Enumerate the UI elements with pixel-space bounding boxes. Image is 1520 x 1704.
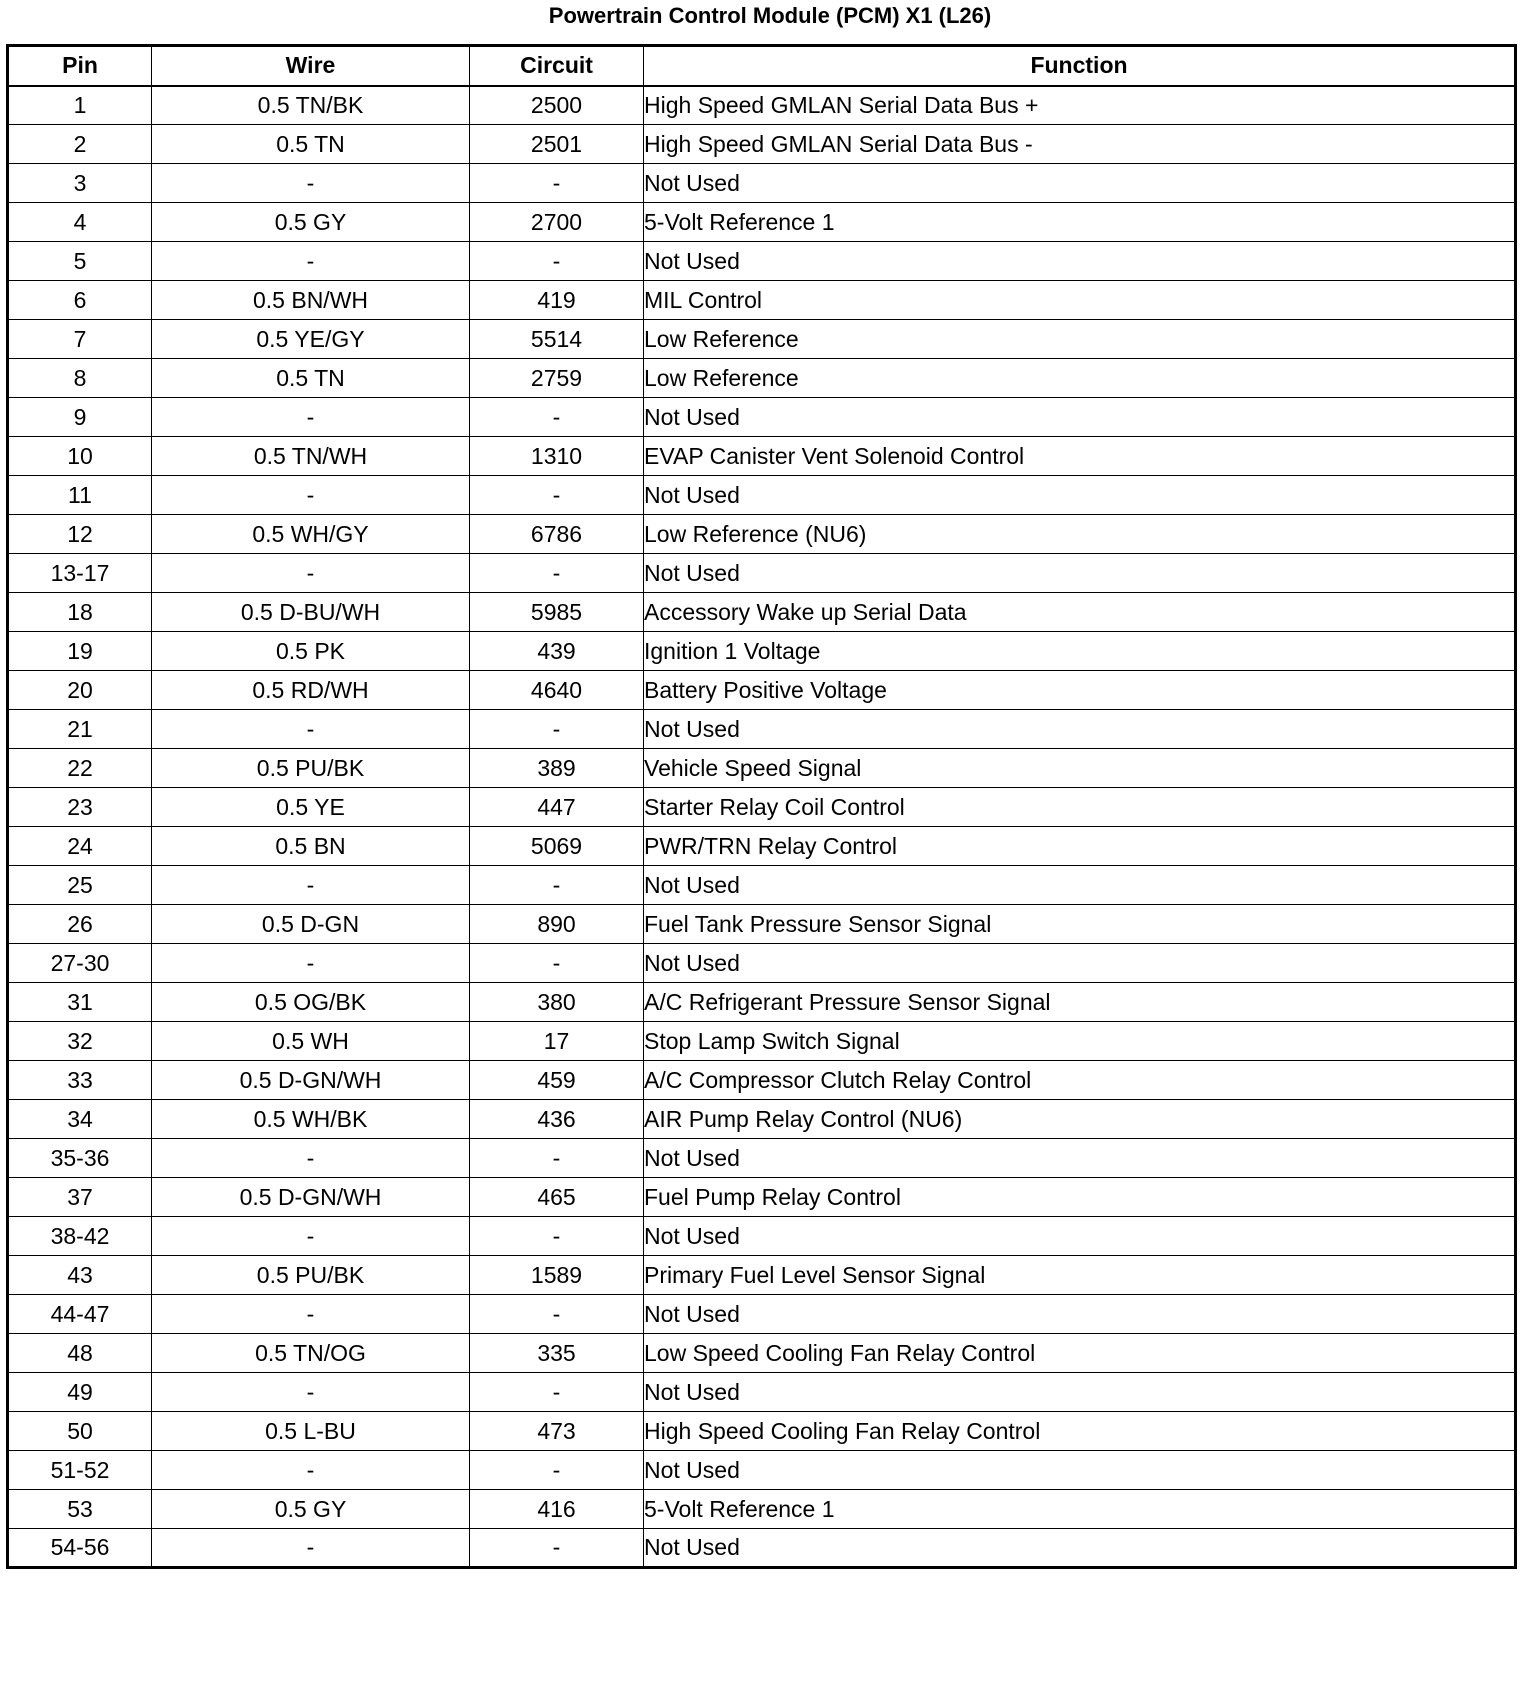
function-cell: Battery Positive Voltage — [644, 671, 1516, 710]
pin-cell: 48 — [8, 1334, 152, 1373]
circuit-cell: 1589 — [470, 1256, 644, 1295]
pin-cell: 35-36 — [8, 1139, 152, 1178]
table-row — [8, 125, 1516, 164]
wire-cell: - — [152, 554, 470, 593]
function-cell: A/C Refrigerant Pressure Sensor Signal — [644, 983, 1516, 1022]
wire-cell: 0.5 BN — [152, 827, 470, 866]
table-row — [8, 1217, 1516, 1256]
table-row — [8, 398, 1516, 437]
pin-cell: 8 — [8, 359, 152, 398]
wire-cell: 0.5 TN/OG — [152, 1334, 470, 1373]
function-cell: Not Used — [644, 710, 1516, 749]
function-cell: Low Reference — [644, 320, 1516, 359]
wire-cell: - — [152, 1217, 470, 1256]
circuit-cell: 436 — [470, 1100, 644, 1139]
function-cell: Not Used — [644, 164, 1516, 203]
circuit-cell: - — [470, 398, 644, 437]
circuit-cell: 416 — [470, 1490, 644, 1529]
table-row — [8, 1490, 1516, 1529]
pin-cell: 31 — [8, 983, 152, 1022]
table-row — [8, 1022, 1516, 1061]
circuit-cell: - — [470, 476, 644, 515]
table-header — [8, 46, 1516, 86]
table-row — [8, 476, 1516, 515]
table-row — [8, 1061, 1516, 1100]
function-cell: Low Reference (NU6) — [644, 515, 1516, 554]
header-wire: Wire — [152, 46, 470, 86]
function-cell: High Speed GMLAN Serial Data Bus - — [644, 125, 1516, 164]
table-row — [8, 593, 1516, 632]
circuit-cell: - — [470, 1217, 644, 1256]
pin-cell: 49 — [8, 1373, 152, 1412]
pin-cell: 32 — [8, 1022, 152, 1061]
wire-cell: 0.5 PK — [152, 632, 470, 671]
wire-cell: 0.5 TN — [152, 359, 470, 398]
table-row — [8, 1451, 1516, 1490]
function-cell: 5-Volt Reference 1 — [644, 203, 1516, 242]
circuit-cell: - — [470, 164, 644, 203]
function-cell: Not Used — [644, 866, 1516, 905]
wire-cell: 0.5 D-GN — [152, 905, 470, 944]
table-row — [8, 632, 1516, 671]
table-row — [8, 86, 1516, 125]
pin-cell: 3 — [8, 164, 152, 203]
wire-cell: 0.5 BN/WH — [152, 281, 470, 320]
wire-cell: 0.5 D-BU/WH — [152, 593, 470, 632]
pin-cell: 24 — [8, 827, 152, 866]
wire-cell: 0.5 L-BU — [152, 1412, 470, 1451]
pinout-table — [6, 44, 1517, 1569]
wire-cell: 0.5 D-GN/WH — [152, 1061, 470, 1100]
function-cell: High Speed Cooling Fan Relay Control — [644, 1412, 1516, 1451]
function-cell: Fuel Tank Pressure Sensor Signal — [644, 905, 1516, 944]
function-cell: MIL Control — [644, 281, 1516, 320]
wire-cell: 0.5 RD/WH — [152, 671, 470, 710]
table-row — [8, 710, 1516, 749]
circuit-cell: 2759 — [470, 359, 644, 398]
circuit-cell: 17 — [470, 1022, 644, 1061]
table-row — [8, 788, 1516, 827]
pin-cell: 2 — [8, 125, 152, 164]
table-row — [8, 1100, 1516, 1139]
function-cell: Not Used — [644, 1295, 1516, 1334]
wire-cell: - — [152, 1295, 470, 1334]
function-cell: Low Reference — [644, 359, 1516, 398]
wire-cell: - — [152, 1529, 470, 1568]
wire-cell: - — [152, 398, 470, 437]
function-cell: EVAP Canister Vent Solenoid Control — [644, 437, 1516, 476]
function-cell: Not Used — [644, 554, 1516, 593]
function-cell: AIR Pump Relay Control (NU6) — [644, 1100, 1516, 1139]
wire-cell: - — [152, 1451, 470, 1490]
table-row — [8, 1373, 1516, 1412]
pin-cell: 5 — [8, 242, 152, 281]
wire-cell: 0.5 OG/BK — [152, 983, 470, 1022]
wire-cell: 0.5 YE — [152, 788, 470, 827]
pin-cell: 12 — [8, 515, 152, 554]
circuit-cell: 2501 — [470, 125, 644, 164]
function-cell: Not Used — [644, 944, 1516, 983]
circuit-cell: 335 — [470, 1334, 644, 1373]
function-cell: Not Used — [644, 398, 1516, 437]
wire-cell: - — [152, 866, 470, 905]
wire-cell: 0.5 TN/BK — [152, 86, 470, 125]
table-row — [8, 827, 1516, 866]
circuit-cell: 2500 — [470, 86, 644, 125]
function-cell: Low Speed Cooling Fan Relay Control — [644, 1334, 1516, 1373]
circuit-cell: - — [470, 866, 644, 905]
wire-cell: - — [152, 164, 470, 203]
pin-cell: 34 — [8, 1100, 152, 1139]
pin-cell: 1 — [8, 86, 152, 125]
table-row — [8, 320, 1516, 359]
circuit-cell: 4640 — [470, 671, 644, 710]
table-row — [8, 671, 1516, 710]
pin-cell: 10 — [8, 437, 152, 476]
wire-cell: 0.5 WH/BK — [152, 1100, 470, 1139]
circuit-cell: - — [470, 1373, 644, 1412]
wire-cell: - — [152, 476, 470, 515]
pin-cell: 19 — [8, 632, 152, 671]
function-cell: High Speed GMLAN Serial Data Bus + — [644, 86, 1516, 125]
table-row — [8, 281, 1516, 320]
circuit-cell: 459 — [470, 1061, 644, 1100]
table-row — [8, 242, 1516, 281]
pin-cell: 44-47 — [8, 1295, 152, 1334]
circuit-cell: 5985 — [470, 593, 644, 632]
header-pin: Pin — [8, 46, 152, 86]
pin-cell: 23 — [8, 788, 152, 827]
function-cell: Vehicle Speed Signal — [644, 749, 1516, 788]
circuit-cell: 389 — [470, 749, 644, 788]
pin-cell: 51-52 — [8, 1451, 152, 1490]
pin-cell: 4 — [8, 203, 152, 242]
function-cell: Not Used — [644, 476, 1516, 515]
circuit-cell: - — [470, 710, 644, 749]
function-cell: PWR/TRN Relay Control — [644, 827, 1516, 866]
wire-cell: - — [152, 1373, 470, 1412]
pin-cell: 27-30 — [8, 944, 152, 983]
function-cell: Starter Relay Coil Control — [644, 788, 1516, 827]
function-cell: Not Used — [644, 1373, 1516, 1412]
table-body — [8, 86, 1516, 1568]
table-row — [8, 866, 1516, 905]
page-title: Powertrain Control Module (PCM) X1 (L26) — [548, 3, 992, 28]
circuit-cell: - — [470, 1529, 644, 1568]
table-row — [8, 515, 1516, 554]
pin-cell: 43 — [8, 1256, 152, 1295]
circuit-cell: 473 — [470, 1412, 644, 1451]
circuit-cell: - — [470, 242, 644, 281]
wire-cell: - — [152, 1139, 470, 1178]
wire-cell: 0.5 WH/GY — [152, 515, 470, 554]
table-row — [8, 944, 1516, 983]
header-function: Function — [644, 46, 1516, 86]
function-cell: Not Used — [644, 242, 1516, 281]
table-row — [8, 554, 1516, 593]
pin-cell: 20 — [8, 671, 152, 710]
pin-cell: 38-42 — [8, 1217, 152, 1256]
pin-cell: 50 — [8, 1412, 152, 1451]
pin-cell: 53 — [8, 1490, 152, 1529]
pin-cell: 21 — [8, 710, 152, 749]
function-cell: Not Used — [644, 1217, 1516, 1256]
table-row — [8, 437, 1516, 476]
pin-cell: 26 — [8, 905, 152, 944]
table-row — [8, 1529, 1516, 1568]
pin-cell: 13-17 — [8, 554, 152, 593]
circuit-cell: 465 — [470, 1178, 644, 1217]
wire-cell: - — [152, 710, 470, 749]
circuit-cell: 890 — [470, 905, 644, 944]
pin-cell: 9 — [8, 398, 152, 437]
circuit-cell: 380 — [470, 983, 644, 1022]
circuit-cell: - — [470, 1451, 644, 1490]
function-cell: Stop Lamp Switch Signal — [644, 1022, 1516, 1061]
function-cell: Not Used — [644, 1529, 1516, 1568]
wire-cell: 0.5 D-GN/WH — [152, 1178, 470, 1217]
circuit-cell: - — [470, 1139, 644, 1178]
table-row — [8, 1256, 1516, 1295]
circuit-cell: - — [470, 1295, 644, 1334]
wire-cell: 0.5 TN/WH — [152, 437, 470, 476]
table-row — [8, 1334, 1516, 1373]
wire-cell: 0.5 PU/BK — [152, 1256, 470, 1295]
table-row — [8, 1295, 1516, 1334]
pin-cell: 6 — [8, 281, 152, 320]
function-cell: Fuel Pump Relay Control — [644, 1178, 1516, 1217]
table-row — [8, 1139, 1516, 1178]
circuit-cell: 5069 — [470, 827, 644, 866]
function-cell: Accessory Wake up Serial Data — [644, 593, 1516, 632]
function-cell: Not Used — [644, 1139, 1516, 1178]
wire-cell: 0.5 GY — [152, 1490, 470, 1529]
circuit-cell: 2700 — [470, 203, 644, 242]
wire-cell: 0.5 GY — [152, 203, 470, 242]
wire-cell: 0.5 PU/BK — [152, 749, 470, 788]
pin-cell: 54-56 — [8, 1529, 152, 1568]
function-cell: Primary Fuel Level Sensor Signal — [644, 1256, 1516, 1295]
pin-cell: 22 — [8, 749, 152, 788]
circuit-cell: - — [470, 944, 644, 983]
pin-cell: 11 — [8, 476, 152, 515]
circuit-cell: 447 — [470, 788, 644, 827]
pin-cell: 33 — [8, 1061, 152, 1100]
pin-cell: 25 — [8, 866, 152, 905]
table-row — [8, 1178, 1516, 1217]
wire-cell: 0.5 TN — [152, 125, 470, 164]
header-circuit: Circuit — [470, 46, 644, 86]
circuit-cell: 419 — [470, 281, 644, 320]
function-cell: A/C Compressor Clutch Relay Control — [644, 1061, 1516, 1100]
table-row — [8, 1412, 1516, 1451]
wire-cell: - — [152, 242, 470, 281]
wire-cell: - — [152, 944, 470, 983]
pin-cell: 7 — [8, 320, 152, 359]
function-cell: Ignition 1 Voltage — [644, 632, 1516, 671]
pin-cell: 18 — [8, 593, 152, 632]
circuit-cell: 439 — [470, 632, 644, 671]
function-cell: Not Used — [644, 1451, 1516, 1490]
table-row — [8, 749, 1516, 788]
table-row — [8, 905, 1516, 944]
header-row — [8, 46, 1516, 86]
circuit-cell: - — [470, 554, 644, 593]
table-row — [8, 359, 1516, 398]
circuit-cell: 5514 — [470, 320, 644, 359]
table-row — [8, 983, 1516, 1022]
circuit-cell: 6786 — [470, 515, 644, 554]
table-row — [8, 164, 1516, 203]
wire-cell: 0.5 YE/GY — [152, 320, 470, 359]
wire-cell: 0.5 WH — [152, 1022, 470, 1061]
circuit-cell: 1310 — [470, 437, 644, 476]
table-row — [8, 203, 1516, 242]
pin-cell: 37 — [8, 1178, 152, 1217]
function-cell: 5-Volt Reference 1 — [644, 1490, 1516, 1529]
